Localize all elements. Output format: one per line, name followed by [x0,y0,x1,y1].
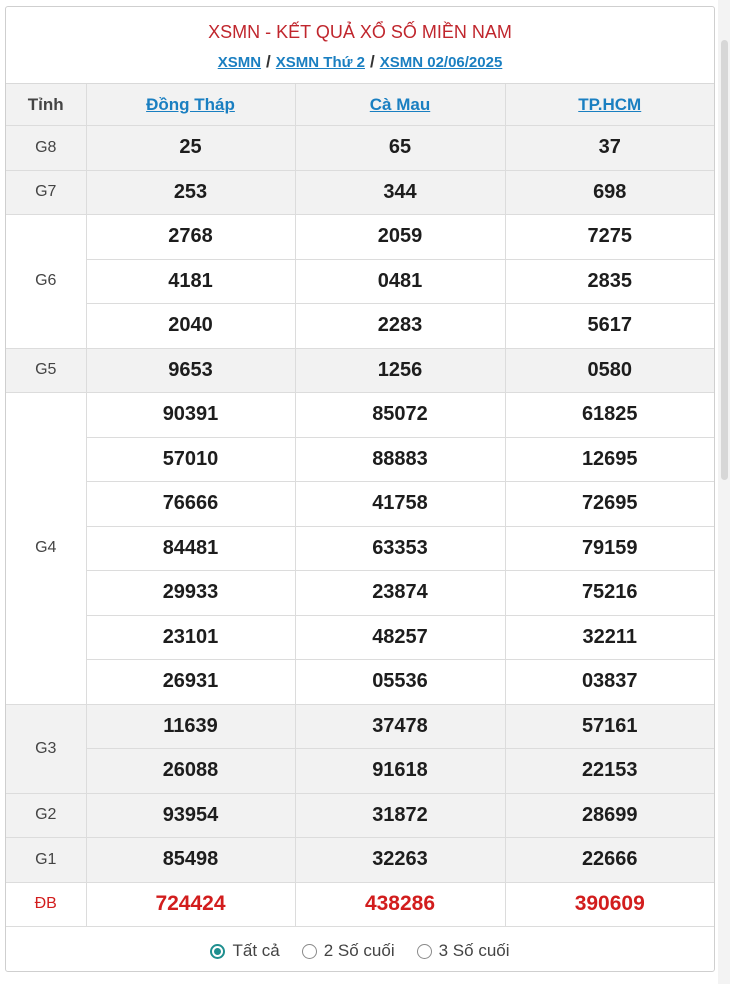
prize-number: 5617 [505,304,714,349]
prize-row-g6 [6,304,714,349]
prize-number: 0580 [505,348,714,393]
prize-number: 57161 [505,704,714,749]
prize-number: 23101 [86,615,295,660]
prize-row-g8 [6,126,714,171]
prize-row-g7 [6,170,714,215]
prize-row-g6 [6,215,714,260]
prize-label: G3 [6,704,86,793]
prize-label: G6 [6,215,86,349]
prize-row-g3 [6,704,714,749]
scrollbar-thumb[interactable] [721,40,728,480]
prize-number: 1256 [295,348,505,393]
radio-icon[interactable] [417,944,432,959]
filter-option-label: Tất cả [232,941,280,960]
province-link-dong-thap[interactable]: Đồng Tháp [146,94,235,114]
province-header-tphcm [505,84,714,126]
prize-number: 0481 [295,259,505,304]
province-header-dong-thap [86,84,295,126]
prize-number: 32263 [295,838,505,883]
prize-number: 11639 [86,704,295,749]
prize-label: G5 [6,348,86,393]
prize-number: 91618 [295,749,505,794]
prize-number: 698 [505,170,714,215]
prize-row-g4 [6,482,714,527]
prize-row-g3 [6,749,714,794]
results-body [6,126,714,927]
prize-number: 48257 [295,615,505,660]
filter-option-last-3[interactable] [417,941,510,961]
prize-number: 85072 [295,393,505,438]
prize-number: 88883 [295,437,505,482]
prize-label: G7 [6,170,86,215]
prize-row-g4 [6,571,714,616]
prize-number: 61825 [505,393,714,438]
results-header [6,7,714,84]
breadcrumb-separator: / [266,52,271,71]
page-title: XSMN - KẾT QUẢ XỔ SỐ MIỀN NAM [208,22,512,42]
filter-option-last-2[interactable] [302,941,395,961]
prize-row-g6 [6,259,714,304]
prize-label: G4 [6,393,86,705]
prize-number: 344 [295,170,505,215]
province-header-ca-mau [295,84,505,126]
prize-number: 72695 [505,482,714,527]
radio-icon[interactable] [302,944,317,959]
prize-number: 29933 [86,571,295,616]
breadcrumb-link-xsmn[interactable]: XSMN [217,54,262,71]
prize-label: G2 [6,793,86,838]
results-table [6,84,714,927]
prize-number: 37 [505,126,714,171]
prize-row-g4 [6,526,714,571]
prize-number: 25 [86,126,295,171]
prize-number: 438286 [295,882,505,927]
prize-number: 76666 [86,482,295,527]
prize-number: 79159 [505,526,714,571]
prize-number: 22666 [505,838,714,883]
table-header-row [6,84,714,126]
breadcrumb-separator: / [369,52,375,71]
breadcrumb-link-date[interactable]: XSMN 02/06/2025 [379,54,503,71]
prize-label: G1 [6,838,86,883]
prize-number: 57010 [86,437,295,482]
prize-number: 253 [86,170,295,215]
prize-number: 4181 [86,259,295,304]
prize-number: 22153 [505,749,714,794]
breadcrumb-link-weekday[interactable]: XSMN Thứ 2 [275,54,365,71]
prize-number: 28699 [505,793,714,838]
prize-number: 2040 [86,304,295,349]
prize-number: 65 [295,126,505,171]
prize-label: ĐB [6,882,86,927]
prize-number: 2835 [505,259,714,304]
prize-number: 03837 [505,660,714,705]
prize-number: 26088 [86,749,295,794]
prize-number: 2283 [295,304,505,349]
prize-label: G8 [6,126,86,171]
prize-row-g4 [6,437,714,482]
prize-number: 41758 [295,482,505,527]
prize-number: 32211 [505,615,714,660]
results-card [5,6,715,972]
prize-row-g2 [6,793,714,838]
prize-row-đb [6,882,714,927]
prize-number: 31872 [295,793,505,838]
prize-row-g5 [6,348,714,393]
prize-number: 26931 [86,660,295,705]
prize-row-g4 [6,660,714,705]
prize-row-g4 [6,615,714,660]
prize-number: 724424 [86,882,295,927]
province-column-header: Tỉnh [6,84,86,126]
prize-number: 05536 [295,660,505,705]
prize-number: 2768 [86,215,295,260]
prize-number: 12695 [505,437,714,482]
prize-number: 84481 [86,526,295,571]
filter-option-label: 2 Số cuối [323,941,395,960]
prize-number: 7275 [505,215,714,260]
filter-option-label: 3 Số cuối [438,941,510,960]
prize-number: 37478 [295,704,505,749]
province-link-tphcm[interactable]: TP.HCM [578,94,642,114]
prize-number: 75216 [505,571,714,616]
prize-row-g4 [6,393,714,438]
prize-row-g1 [6,838,714,883]
prize-number: 63353 [295,526,505,571]
prize-number: 85498 [86,838,295,883]
breadcrumb [6,52,714,73]
province-link-ca-mau[interactable]: Cà Mau [369,94,431,114]
prize-number: 390609 [505,882,714,927]
prize-number: 90391 [86,393,295,438]
filter-option-all[interactable] [210,941,279,961]
digit-filter [6,927,714,972]
prize-number: 23874 [295,571,505,616]
prize-number: 2059 [295,215,505,260]
prize-number: 9653 [86,348,295,393]
prize-number: 93954 [86,793,295,838]
radio-icon[interactable] [210,944,225,959]
